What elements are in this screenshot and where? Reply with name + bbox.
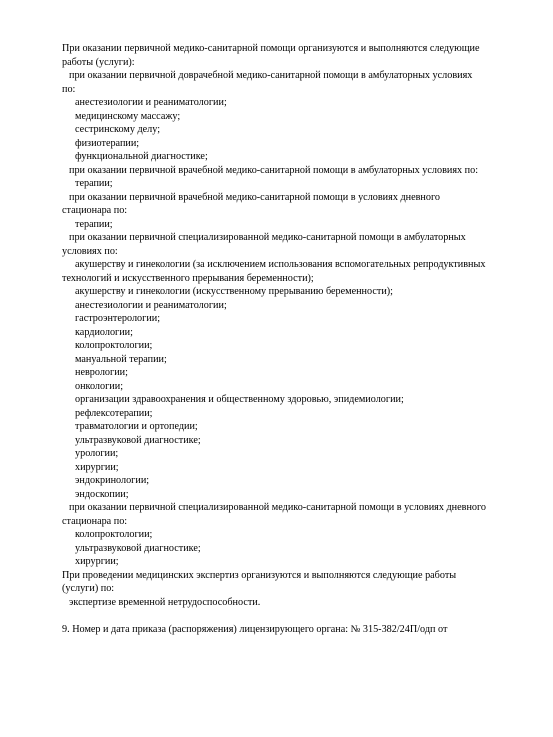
text-line: условиях по:	[62, 245, 118, 257]
list-item: анестезиологии и реаниматологии;	[75, 299, 227, 311]
list-item: колопроктологии;	[75, 529, 153, 540]
list-item: физиотерапии;	[75, 137, 140, 149]
list-item: акушерству и гинекологии (за исключением использования вспомогательных репродуктивных	[75, 259, 486, 270]
list-item: медицинскому массажу;	[75, 110, 181, 122]
text-line: при оказании первичной специализированной медико-санитарной помощи в условиях дневного	[69, 502, 487, 513]
text-line: технологий и искусственного прерывания беременности);	[62, 272, 314, 284]
list-item: онкологии;	[75, 380, 124, 392]
list-item: мануальной терапии;	[75, 353, 167, 365]
list-item: травматологии и ортопедии;	[75, 421, 198, 432]
text-line: 9. Номер и дата приказа (распоряжения) лицензирующего органа: № 315-382/24П/одп от	[62, 624, 448, 635]
text-line: при оказании первичной врачебной медико-санитарной помощи в амбулаторных условиях по:	[69, 164, 479, 176]
list-item: эндокринологии;	[75, 475, 150, 486]
list-item: гастроэнтерологии;	[75, 313, 161, 324]
text-line: работы (услуги):	[62, 56, 135, 68]
list-item: функциональной диагностике;	[75, 151, 208, 162]
list-item: ультразвуковой диагностике;	[75, 542, 201, 554]
list-item: организации здравоохранения и общественному здоровью, эпидемиологии;	[75, 394, 404, 405]
list-item: колопроктологии;	[75, 340, 153, 351]
list-item: неврологии;	[75, 367, 128, 378]
list-item: акушерству и гинекологии (искусственному прерыванию беременности);	[75, 286, 393, 297]
list-item: ультразвуковой диагностике;	[75, 434, 201, 446]
text-line: экспертизе временной нетрудоспособности.	[69, 596, 261, 608]
text-line: стационара по:	[62, 515, 128, 527]
list-item: терапии;	[75, 218, 113, 230]
text-line: по:	[62, 83, 76, 95]
text-line: при оказании первичной врачебной медико-санитарной помощи в условиях дневного	[69, 191, 440, 203]
list-item: урологии;	[75, 448, 119, 459]
list-item: рефлексотерапии;	[75, 407, 153, 419]
text-line: При оказании первичной медико-санитарной помощи организуются и выполняются следующие	[62, 43, 480, 54]
list-item: терапии;	[75, 178, 113, 189]
list-item: хирургии;	[75, 461, 119, 473]
list-item: сестринскому делу;	[75, 124, 161, 135]
text-line: (услуги) по:	[62, 583, 115, 594]
list-item: эндоскопии;	[75, 488, 129, 500]
list-item: хирургии;	[75, 556, 119, 567]
text-line: при оказании первичной специализированной медико-санитарной помощи в амбулаторных	[69, 232, 466, 243]
text-line: При проведении медицинских экспертиз организуются и выполняются следующие работы	[62, 569, 457, 581]
list-item: анестезиологии и реаниматологии;	[75, 97, 227, 108]
paragraph-gap	[62, 609, 532, 623]
text-line: стационара по:	[62, 205, 128, 216]
text-line: при оказании первичной доврачебной медико-санитарной помощи в амбулаторных условиях	[69, 70, 473, 81]
document-body	[62, 42, 532, 637]
list-item: кардиологии;	[75, 326, 133, 338]
